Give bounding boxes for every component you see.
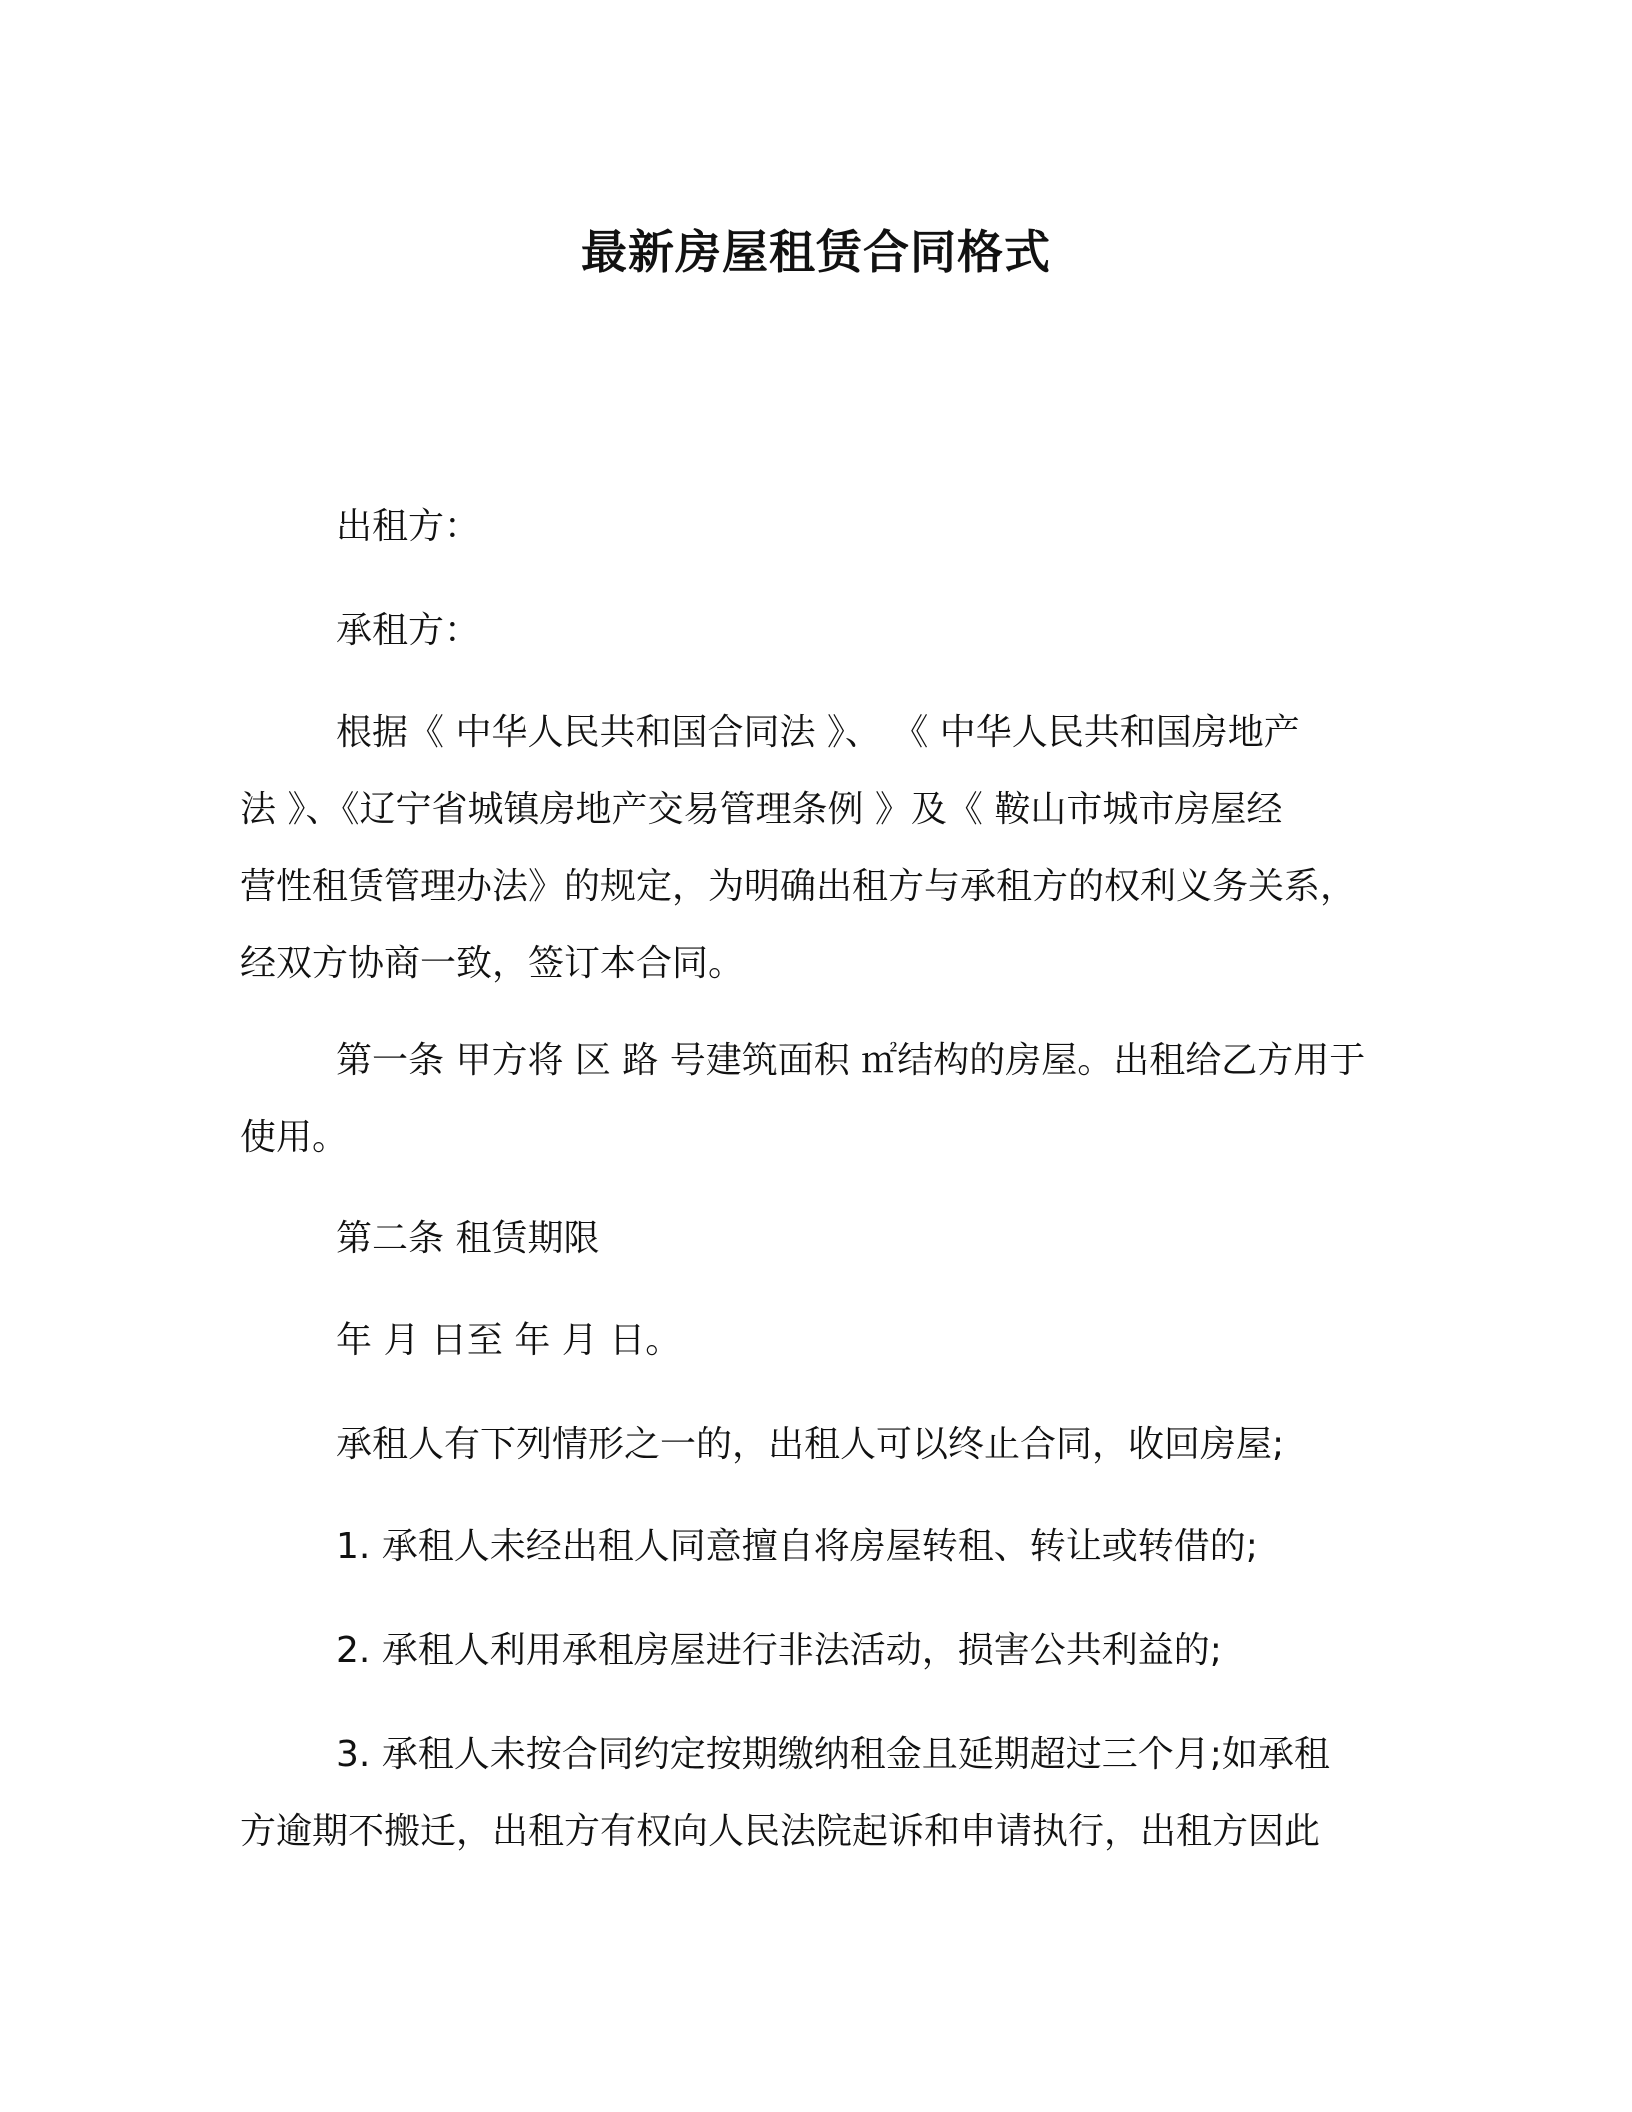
list-item-2 xyxy=(240,1612,1380,1689)
paragraph-line: 经双方协商一致，签订本合同。 xyxy=(240,943,745,984)
paragraph-line: 承租方： xyxy=(336,610,481,651)
list-item-3 xyxy=(240,1716,1380,1870)
list-item-1 xyxy=(240,1508,1380,1585)
paragraph-line: 根据《 中华人民共和国合同法 》、 《 中华人民共和国房地产 xyxy=(336,712,1300,753)
lessee-field xyxy=(240,592,1380,669)
document-title: 最新房屋租赁合同格式 xyxy=(581,225,1051,279)
paragraph-line: 3. 承租人未按合同约定按期缴纳租金且延期超过三个月;如承租 xyxy=(336,1734,1330,1775)
paragraph-line: 年 月 日至 年 月 日。 xyxy=(336,1320,682,1361)
paragraph-line: 1. 承租人未经出租人同意擅自将房屋转租、转让或转借的; xyxy=(336,1526,1258,1567)
paragraph-line: 使用。 xyxy=(240,1117,349,1158)
article-one-paragraph xyxy=(240,1022,1380,1176)
article-two-heading xyxy=(240,1200,1380,1277)
termination-intro-paragraph xyxy=(240,1406,1380,1483)
lessor-field xyxy=(240,488,1380,565)
paragraph-line: 承租人有下列情形之一的，出租人可以终止合同，收回房屋; xyxy=(336,1424,1285,1465)
paragraph-line: 方逾期不搬迁，出租方有权向人民法院起诉和申请执行，出租方因此 xyxy=(240,1811,1321,1852)
paragraph-line: 出租方： xyxy=(336,506,481,547)
paragraph-line: 第一条 甲方将 区 路 号建筑面积 ㎡结构的房屋。出租给乙方用于 xyxy=(336,1040,1366,1081)
paragraph-line: 第二条 租赁期限 xyxy=(336,1218,600,1259)
paragraph-line: 营性租赁管理办法》的规定，为明确出租方与承租方的权利义务关系， xyxy=(240,866,1357,907)
paragraph-line: 法 》、《辽宁省城镇房地产交易管理条例 》及《 鞍山市城市房屋经 xyxy=(240,789,1283,830)
lease-term-paragraph xyxy=(240,1302,1380,1379)
paragraph-line: 2. 承租人利用承租房屋进行非法活动，损害公共利益的; xyxy=(336,1630,1222,1671)
preamble-paragraph xyxy=(240,694,1380,1002)
